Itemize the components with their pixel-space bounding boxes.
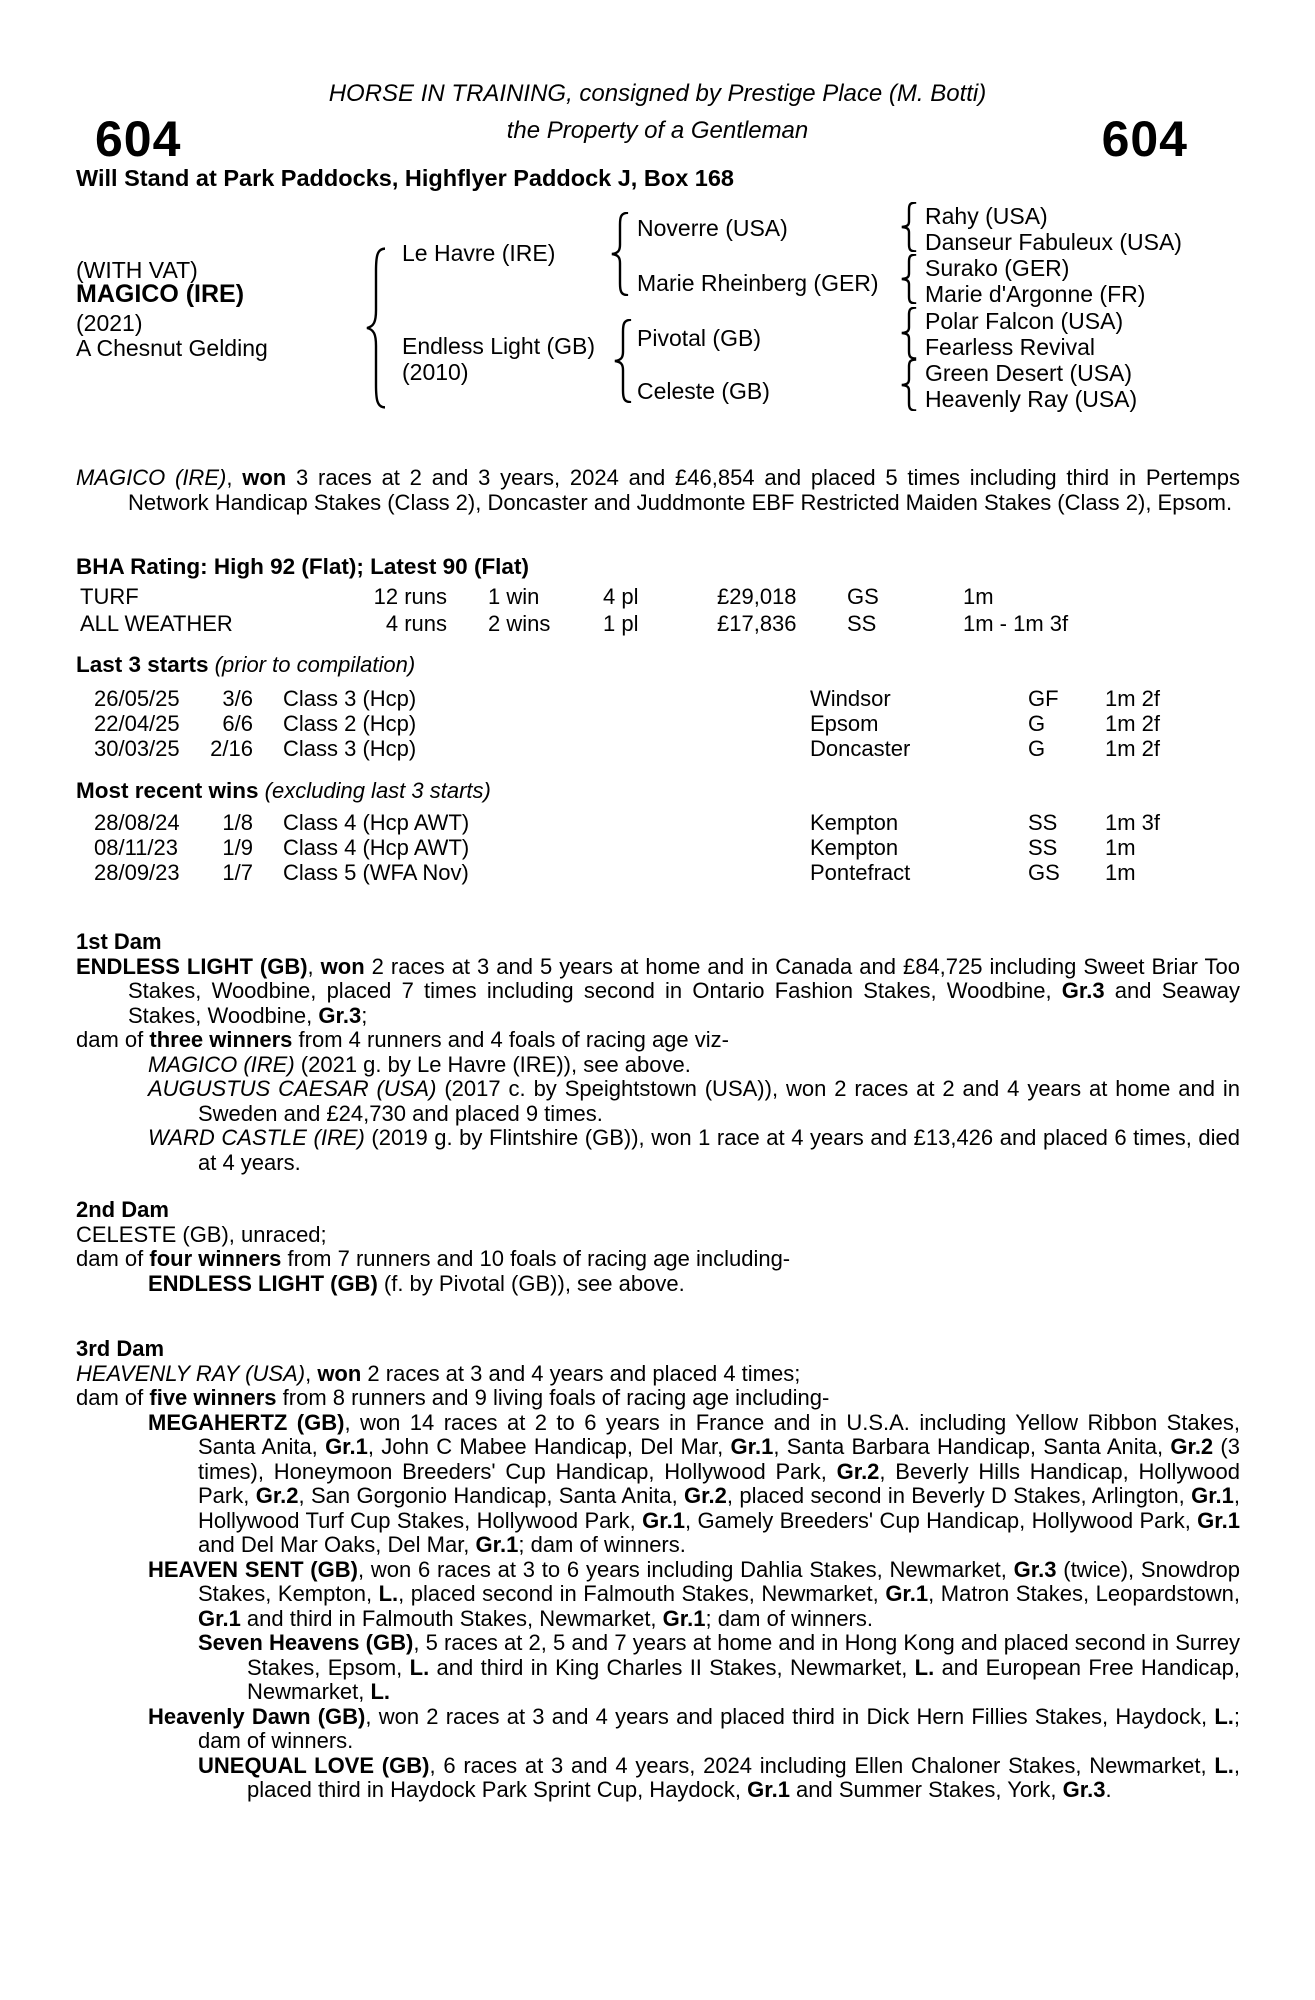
runs-cell: 4 runs	[385, 611, 447, 636]
date-cell: 22/04/25	[94, 711, 180, 736]
recent-wins-title: Most recent wins	[76, 778, 259, 803]
earnings-cell: £29,018	[717, 584, 797, 609]
position-cell: 3/6	[222, 686, 253, 711]
property-line: the Property of a Gentleman	[506, 117, 809, 144]
going-cell: SS	[1028, 810, 1058, 835]
position-cell: 6/6	[222, 711, 253, 736]
class-cell: Class 4 (Hcp AWT)	[283, 810, 470, 835]
progeny-paragraph: HEAVEN SENT (GB), won 6 races at 3 to 6 years including Dahlia Stakes, Newmarket, Gr.3 (twice), Snowdrop Stakes, Kempton, L., placed second in Falmouth Stakes, Newmarket, Gr.1, Matron Stakes, Leopardstown, Gr.1 and third in Falmouth Stakes, Newmarket, Gr.1; dam of winners.	[148, 1556, 1240, 1631]
consignor-line: HORSE IN TRAINING, consigned by Prestige Place (M. Botti)	[328, 80, 987, 107]
dam-dam-name: Celeste (GB)	[637, 378, 770, 404]
horse-name: MAGICO (IRE)	[76, 280, 245, 308]
table-row	[76, 835, 1240, 860]
dam-paragraph: dam of four winners from 7 runners and 10 foals of racing age including-	[76, 1246, 791, 1271]
distance-cell: 1m	[963, 584, 994, 609]
sire-sire-name: Noverre (USA)	[637, 215, 788, 241]
course-cell: Kempton	[810, 810, 899, 835]
horse-description: A Chesnut Gelding	[76, 335, 268, 361]
distance-cell: 1m 2f	[1105, 686, 1161, 711]
great-grandparent: Danseur Fabuleux (USA)	[925, 229, 1182, 255]
course-cell: Pontefract	[810, 860, 911, 885]
second-dam-section	[76, 1198, 1240, 1296]
position-cell: 1/7	[222, 860, 253, 885]
first-dam-heading: 1st Dam	[76, 929, 162, 954]
dam-sire-name: Pivotal (GB)	[637, 325, 761, 351]
distance-cell: 1m 2f	[1105, 711, 1161, 736]
third-dam-section	[76, 1337, 1240, 1803]
going-cell: G	[1028, 711, 1046, 736]
dam-paragraph: CELESTE (GB), unraced;	[76, 1221, 327, 1247]
date-cell: 26/05/25	[94, 686, 180, 711]
race-record-summary: MAGICO (IRE), won 3 races at 2 and 3 years, 2024 and £46,854 and placed 5 times including third in Pertemps Network Handicap Stakes (Class 2), Doncaster and Juddmonte EBF Restricted Maiden Stakes (Class 2), Epsom.	[76, 465, 1240, 515]
places-cell: 1 pl	[603, 611, 639, 636]
progeny-paragraph: ENDLESS LIGHT (GB) (f. by Pivotal (GB)), see above.	[148, 1270, 685, 1296]
course-cell: Epsom	[810, 711, 879, 736]
runs-cell: 12 runs	[373, 584, 447, 609]
dam-paragraph: HEAVENLY RAY (USA), won 2 races at 3 and 4 years and placed 4 times;	[76, 1360, 801, 1386]
second-dam-heading: 2nd Dam	[76, 1197, 169, 1222]
progeny-paragraph: AUGUSTUS CAESAR (USA) (2017 c. by Speightstown (USA)), won 2 races at 2 and 4 years at home and in Sweden and £24,730 and placed 9 times.	[148, 1076, 1240, 1126]
pedigree-brace-gg4	[901, 359, 917, 411]
date-cell: 28/09/23	[94, 860, 180, 885]
great-grandparent: Surako (GER)	[925, 255, 1070, 281]
great-grandparent: Marie d'Argonne (FR)	[925, 281, 1146, 307]
class-cell: Class 2 (Hcp)	[283, 711, 417, 736]
distance-cell: 1m 2f	[1105, 736, 1161, 761]
last-starts-note: (prior to compilation)	[208, 652, 416, 677]
distance-cell: 1m - 1m 3f	[963, 611, 1069, 636]
table-row	[76, 711, 1240, 736]
class-cell: Class 4 (Hcp AWT)	[283, 835, 470, 860]
date-cell: 08/11/23	[94, 835, 179, 860]
progeny-paragraph: MEGAHERTZ (GB), won 14 races at 2 to 6 years in France and in U.S.A. including Yellow Ribbon Stakes, Santa Anita, Gr.1, John C Mabee Handicap, Del Mar, Gr.1, Santa Barbara Handicap, Santa Anita, Gr.2 (3 times), Honeymoon Breeders' Cup Handicap, Hollywood Park, Gr.2, Beverly Hills Handicap, Hollywood Park, Gr.2, San Gorgonio Handicap, Santa Anita, Gr.2, placed second in Beverly D Stakes, Arlington, Gr.1, Hollywood Turf Cup Stakes, Hollywood Park, Gr.1, Gamely Breeders' Cup Handicap, Hollywood Park, Gr.1 and Del Mar Oaks, Del Mar, Gr.1; dam of winners.	[148, 1409, 1241, 1557]
recent-wins-heading	[76, 778, 491, 804]
wins-cell: 1 win	[488, 584, 540, 609]
table-row	[76, 611, 1240, 636]
wins-cell: 2 wins	[488, 611, 551, 636]
earnings-cell: £17,836	[717, 611, 797, 636]
progeny-paragraph: WARD CASTLE (IRE) (2019 g. by Flintshire (GB)), won 1 race at 4 years and £13,426 and placed 6 times, died at 4 years.	[148, 1125, 1240, 1175]
race-record-section	[76, 466, 1240, 515]
position-cell: 2/16	[210, 736, 253, 761]
great-grandparent: Heavenly Ray (USA)	[925, 386, 1138, 412]
great-grandparent: Green Desert (USA)	[925, 360, 1133, 386]
first-dam-section	[76, 930, 1240, 1175]
dam-year: (2010)	[402, 359, 469, 385]
going-cell: G	[1028, 736, 1046, 761]
third-dam-heading: 3rd Dam	[76, 1336, 165, 1361]
foal-year: (2021)	[76, 310, 143, 336]
progeny-paragraph: UNEQUAL LOVE (GB), 6 races at 3 and 4 years, 2024 including Ellen Chaloner Stakes, Newmarket, L., placed third in Haydock Park Sprint Cup, Haydock, Gr.1 and Summer Stakes, York, Gr.3.	[198, 1752, 1241, 1802]
sire-name: Le Havre (IRE)	[402, 240, 556, 266]
table-row	[76, 686, 1240, 711]
pedigree-brace-gg1	[901, 202, 917, 252]
great-grandparent: Rahy (USA)	[925, 203, 1048, 229]
last-starts-heading	[76, 652, 415, 678]
going-cell: GF	[1028, 686, 1059, 711]
course-cell: Doncaster	[810, 736, 911, 761]
going-cell: SS	[847, 611, 877, 636]
table-row	[76, 584, 1240, 609]
surface-cell: ALL WEATHER	[80, 611, 233, 636]
going-cell: GS	[1028, 860, 1060, 885]
course-cell: Kempton	[810, 835, 899, 860]
last-starts-title: Last 3 starts	[76, 652, 209, 677]
pedigree-brace-main	[366, 247, 386, 409]
going-cell: SS	[1028, 835, 1058, 860]
bha-rating-line: BHA Rating: High 92 (Flat); Latest 90 (Flat)	[76, 554, 529, 579]
dam-paragraph: dam of three winners from 4 runners and 4 foals of racing age viz-	[76, 1027, 729, 1052]
progeny-paragraph: Heavenly Dawn (GB), won 2 races at 3 and 4 years and placed third in Dick Hern Fillies Stakes, Haydock, L.; dam of winners.	[148, 1703, 1240, 1753]
pedigree-brace-dam	[614, 319, 632, 403]
sire-dam-name: Marie Rheinberg (GER)	[637, 270, 879, 296]
course-cell: Windsor	[810, 686, 891, 711]
progeny-paragraph: MAGICO (IRE) (2021 g. by Le Havre (IRE)), see above.	[148, 1051, 691, 1077]
class-cell: Class 3 (Hcp)	[283, 686, 417, 711]
dam-paragraph: dam of five winners from 8 runners and 9 living foals of racing age including-	[76, 1385, 830, 1410]
date-cell: 30/03/25	[94, 736, 180, 761]
table-row	[76, 736, 1240, 761]
pedigree-brace-sire	[611, 212, 629, 296]
position-cell: 1/8	[222, 810, 253, 835]
distance-cell: 1m	[1105, 860, 1136, 885]
table-row	[76, 860, 1240, 885]
dam-name: Endless Light (GB)	[402, 333, 596, 359]
going-cell: GS	[847, 584, 879, 609]
class-cell: Class 3 (Hcp)	[283, 736, 417, 761]
recent-wins-note: (excluding last 3 starts)	[258, 778, 491, 803]
lot-number-left: 604	[95, 111, 182, 167]
places-cell: 4 pl	[603, 584, 639, 609]
distance-cell: 1m 3f	[1105, 810, 1161, 835]
dam-paragraph: ENDLESS LIGHT (GB), won 2 races at 3 and 5 years at home and in Canada and £84,725 including Sweet Briar Too Stakes, Woodbine, placed 7 times including second in Ontario Fashion Stakes, Woodbine, Gr.3 and Seaway Stakes, Woodbine, Gr.3;	[76, 953, 1240, 1028]
class-cell: Class 5 (WFA Nov)	[283, 860, 469, 885]
progeny-paragraph: Seven Heavens (GB), 5 races at 2, 5 and 7 years at home and in Hong Kong and placed second in Surrey Stakes, Epsom, L. and third in King Charles II Stakes, Newmarket, L. and European Free Handicap, Newmarket, L.	[198, 1630, 1241, 1704]
pedigree-brace-gg2	[901, 254, 917, 304]
great-grandparent: Polar Falcon (USA)	[925, 308, 1124, 334]
vat-note: (WITH VAT)	[76, 257, 198, 283]
table-row	[76, 810, 1240, 835]
position-cell: 1/9	[222, 835, 253, 860]
distance-cell: 1m	[1105, 835, 1136, 860]
great-grandparent: Fearless Revival	[925, 334, 1095, 360]
surface-cell: TURF	[80, 584, 139, 609]
stand-location-line: Will Stand at Park Paddocks, Highflyer Paddock J, Box 168	[76, 165, 734, 191]
date-cell: 28/08/24	[94, 810, 180, 835]
pedigree-brace-gg3	[901, 307, 917, 359]
lot-number-right: 604	[1101, 111, 1188, 167]
